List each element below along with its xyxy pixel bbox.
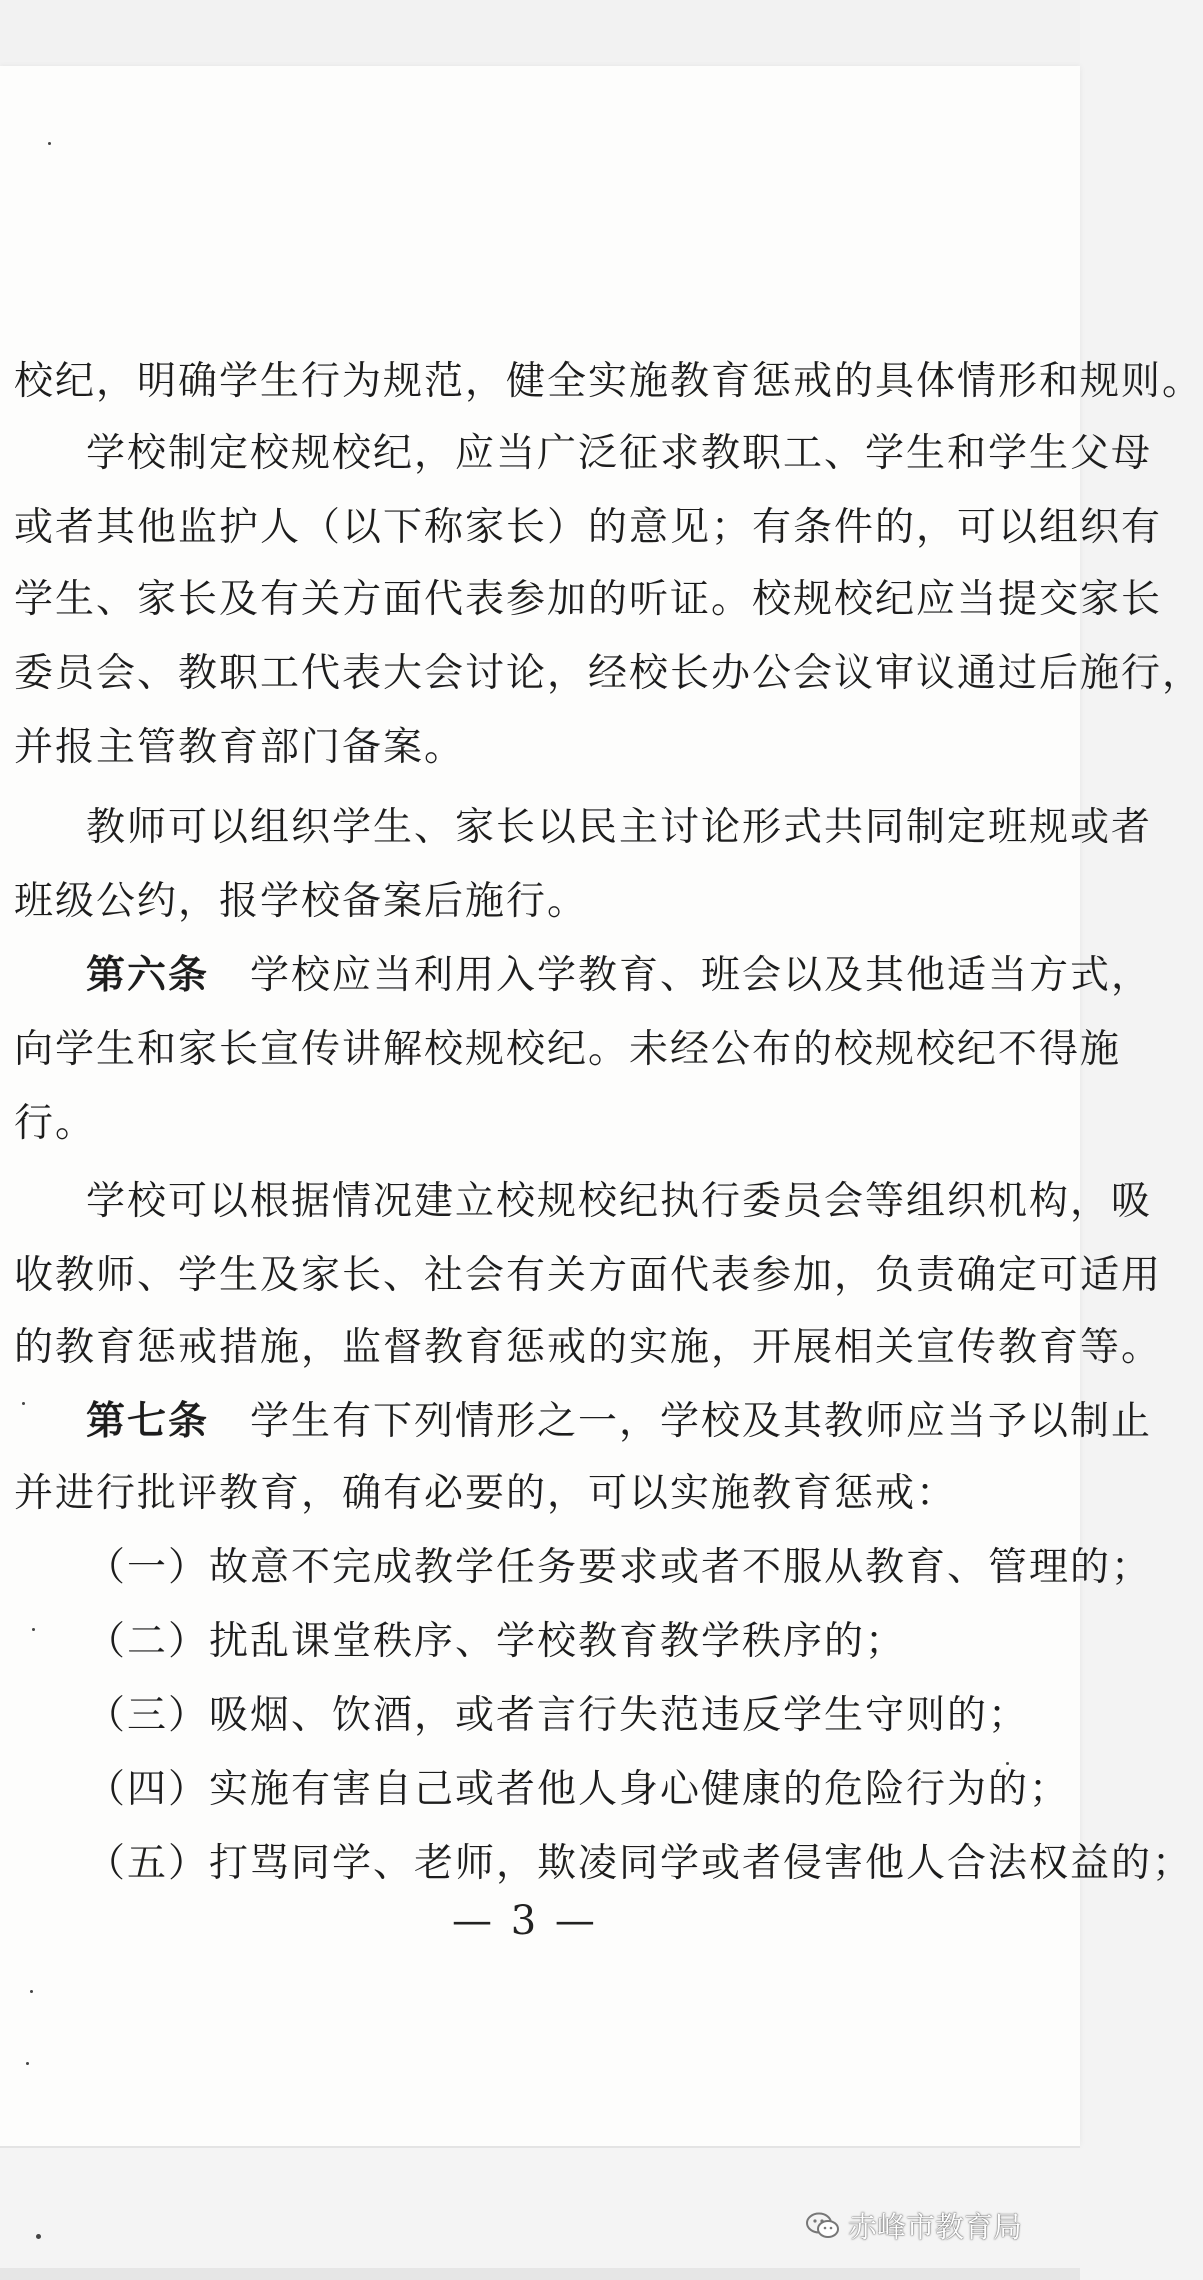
top-bar <box>0 0 1080 66</box>
text-line: 学校可以根据情况建立校规校纪执行委员会等组织机构，吸 <box>86 1179 1153 1224</box>
text-line: 向学生和家长宣传讲解校规校纪。未经公布的校规校纪不得施 <box>14 1027 1122 1072</box>
list-item: （二）扰乱课堂秩序、学校教育教学秩序的； <box>86 1619 907 1664</box>
scan-speck <box>32 1628 35 1631</box>
page-divider <box>0 2146 1080 2148</box>
wechat-icon <box>806 2212 840 2240</box>
text-line: 行。 <box>14 1101 97 1146</box>
list-item: （三）吸烟、饮酒，或者言行失范违反学生守则的； <box>86 1693 1030 1738</box>
text-line: 并报主管教育部门备案。 <box>14 725 466 770</box>
text-line: 校纪，明确学生行为规范，健全实施教育惩戒的具体情形和规则。 <box>14 359 1203 404</box>
page-number: — 3 — <box>452 1898 598 1944</box>
watermark <box>806 2205 1022 2246</box>
list-item: （五）打骂同学、老师，欺凌同学或者侵害他人合法权益的； <box>86 1841 1194 1886</box>
watermark-text: 赤峰市教育局 <box>847 2210 1022 2244</box>
text-line: 收教师、学生及家长、社会有关方面代表参加，负责确定可适用 <box>14 1253 1163 1298</box>
list-item: （四）实施有害自己或者他人身心健康的危险行为的； <box>86 1767 1071 1812</box>
scan-speck <box>1006 1762 1009 1765</box>
text-line: 并进行批评教育，确有必要的，可以实施教育惩戒： <box>14 1471 958 1516</box>
scan-speck <box>48 142 51 145</box>
scan-speck <box>26 2062 29 2065</box>
text-line: 或者其他监护人（以下称家长）的意见；有条件的，可以组织有 <box>14 505 1163 550</box>
document-page[interactable] <box>0 66 1203 2146</box>
bottom-strip <box>0 2268 1080 2280</box>
text-line: 班级公约，报学校备案后施行。 <box>14 879 589 924</box>
scan-speck <box>36 2234 41 2239</box>
article-seven-line: 第七条 学生有下列情形之一，学校及其教师应当予以制止 <box>86 1399 1153 1444</box>
article-six-heading: 第六条 <box>86 953 210 998</box>
text-line: 的教育惩戒措施，监督教育惩戒的实施，开展相关宣传教育等。 <box>14 1325 1163 1370</box>
text-line: 教师可以组织学生、家长以民主讨论形式共同制定班规或者 <box>86 805 1153 850</box>
text-line: 学校制定校规校纪，应当广泛征求教职工、学生和学生父母 <box>86 431 1153 476</box>
text-line: 委员会、教职工代表大会讨论，经校长办公会议审议通过后施行， <box>14 651 1203 696</box>
article-six-line: 第六条 学校应当利用入学教育、班会以及其他适当方式， <box>86 953 1153 998</box>
list-item: （一）故意不完成教学任务要求或者不服从教育、管理的； <box>86 1545 1153 1590</box>
scan-speck <box>30 1990 33 1993</box>
text-line: 学生、家长及有关方面代表参加的听证。校规校纪应当提交家长 <box>14 577 1163 622</box>
article-seven-heading: 第七条 <box>86 1399 210 1444</box>
scan-speck <box>22 1402 25 1405</box>
